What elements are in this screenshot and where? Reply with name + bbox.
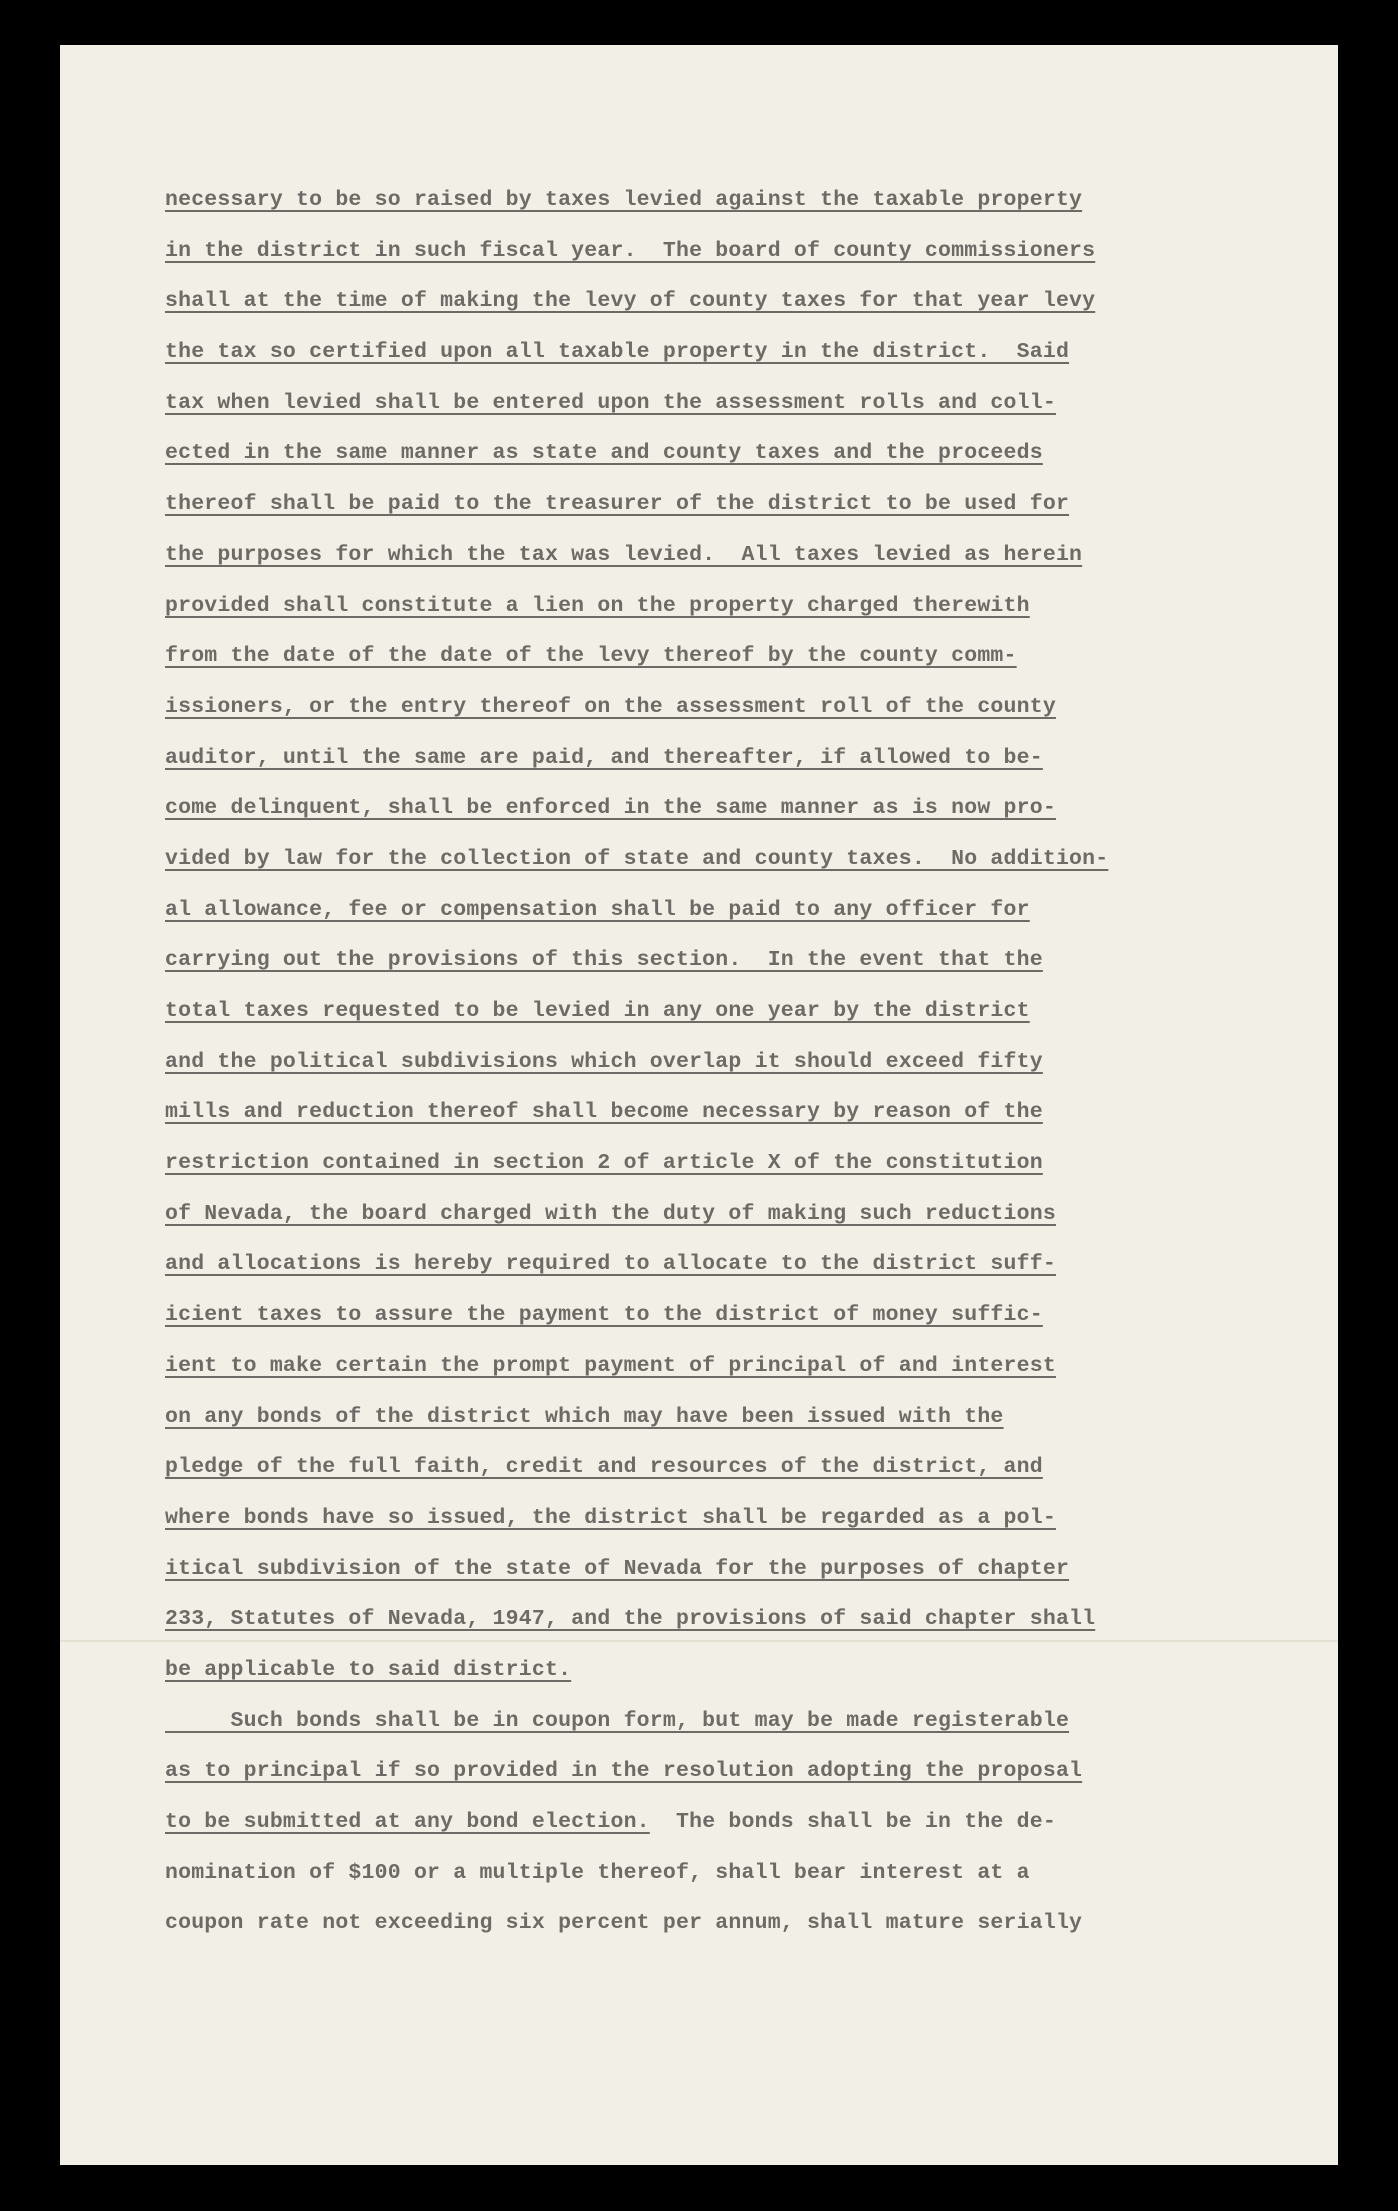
text-line: tax when levied shall be entered upon the assessment rolls and coll- [165,390,1056,415]
text-line: itical subdivision of the state of Nevada for the purposes of chapter [165,1556,1070,1581]
text-line: be applicable to said district. [165,1657,572,1682]
text-line: 233, Statutes of Nevada, 1947, and the provisions of said chapter shall [165,1607,1096,1632]
text-line: shall at the time of making the levy of county taxes for that year levy [165,289,1096,314]
text-line: al allowance, fee or compensation shall be paid to any officer for [165,897,1030,922]
text-line: pledge of the full faith, credit and resources of the district, and [165,1455,1043,1480]
text-line: mills and reduction thereof shall become necessary by reason of the [165,1100,1043,1125]
text-line: total taxes requested to be levied in any one year by the district [165,999,1030,1023]
text-line: restriction contained in section 2 of article X of the constitution [165,1151,1043,1176]
text-line: from the date of the date of the levy thereof by the county comm- [165,644,1017,669]
text-line: where bonds have so issued, the district shall be regarded as a pol- [165,1505,1056,1530]
text-line: necessary to be so raised by taxes levied against the taxable property [165,188,1083,212]
text-line: in the district in such fiscal year. The board of county commissioners [165,238,1096,263]
text-line: issioners, or the entry thereof on the assessment roll of the county [165,694,1056,719]
text-line: thereof shall be paid to the treasurer of the district to be used for [165,492,1070,517]
text-line: auditor, until the same are paid, and thereafter, if allowed to be- [165,745,1043,770]
text-line: on any bonds of the district which may have been issued with the [165,1404,1004,1429]
text-line: nomination of $100 or a multiple thereof, shall bear interest at a [165,1860,1030,1885]
text-line: vided by law for the collection of state and county taxes. No addition- [165,846,1109,871]
text-line: as to principal if so provided in the resolution adopting the proposal [165,1759,1083,1784]
text-line: the purposes for which the tax was levied. All taxes levied as herein [165,542,1083,567]
document-page [60,45,1338,2165]
text-line: coupon rate not exceeding six percent per annum, shall mature serially [165,1911,1083,1936]
text-line: provided shall constitute a lien on the property charged therewith [165,593,1030,618]
text-line: come delinquent, shall be enforced in the same manner as is now pro- [165,796,1056,821]
text-line: the tax so certified upon all taxable property in the district. Said [165,340,1070,365]
typed-text-block [165,175,1315,1949]
text-line: Such bonds shall be in coupon form, but may be made registerable [165,1708,1070,1733]
text-line: ected in the same manner as state and county taxes and the proceeds [165,441,1043,466]
text-line: and the political subdivisions which overlap it should exceed fifty [165,1049,1043,1074]
text-line: icient taxes to assure the payment to the district of money suffic- [165,1303,1043,1328]
text-line: carrying out the provisions of this section. In the event that the [165,948,1043,973]
text-line-mixed [165,1797,1315,1848]
text-line: and allocations is hereby required to allocate to the district suff- [165,1252,1056,1277]
text-line: of Nevada, the board charged with the duty of making such reductions [165,1201,1056,1226]
text-line-plain-part: The bonds shall be in the de- [649,1810,1056,1834]
text-line: ient to make certain the prompt payment of principal of and interest [165,1353,1056,1378]
text-line-underlined-part: to be submitted at any bond election. [165,1810,650,1834]
